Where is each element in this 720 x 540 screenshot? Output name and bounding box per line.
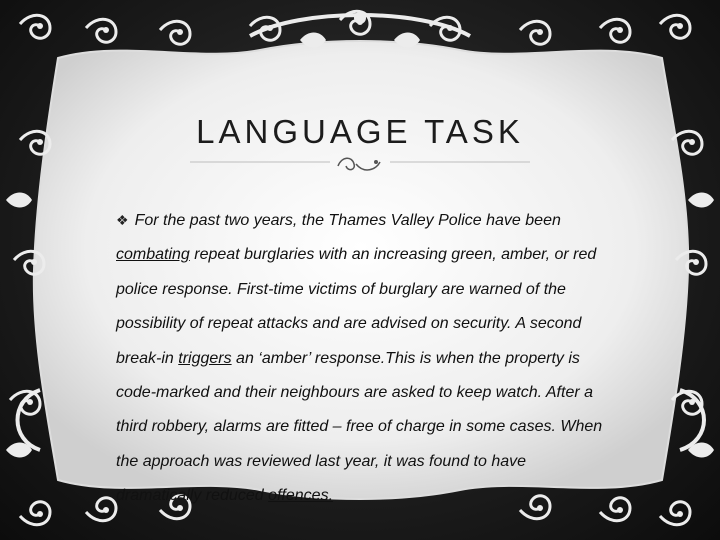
slide-title: LANGUAGE TASK [196,113,524,150]
paragraph-text: an ‘amber’ response.This is when the property is code-marked and their neighbours are asked to keep watch. After a third robbery, alarms are fitted – free of charge in some cases. When the approach was reviewed last year, it was found to have dramatically reduced [116,349,603,505]
paragraph-text: repeat burglaries with an increasing green, amber, or red police response. First-time victims of burglary are warned of the possibility of repeat attacks and are advised on security. A second break-in [116,246,597,367]
paragraph-text: For the past two years, the Thames Valley Police have been [134,212,561,229]
body-paragraph [116,203,608,514]
underlined-keyword: offences. [268,487,334,505]
underlined-keyword: combating [116,246,190,264]
underlined-keyword: triggers [178,349,232,367]
bullet-diamond-icon: ❖ [116,212,129,228]
ornamental-divider-icon [180,150,540,180]
